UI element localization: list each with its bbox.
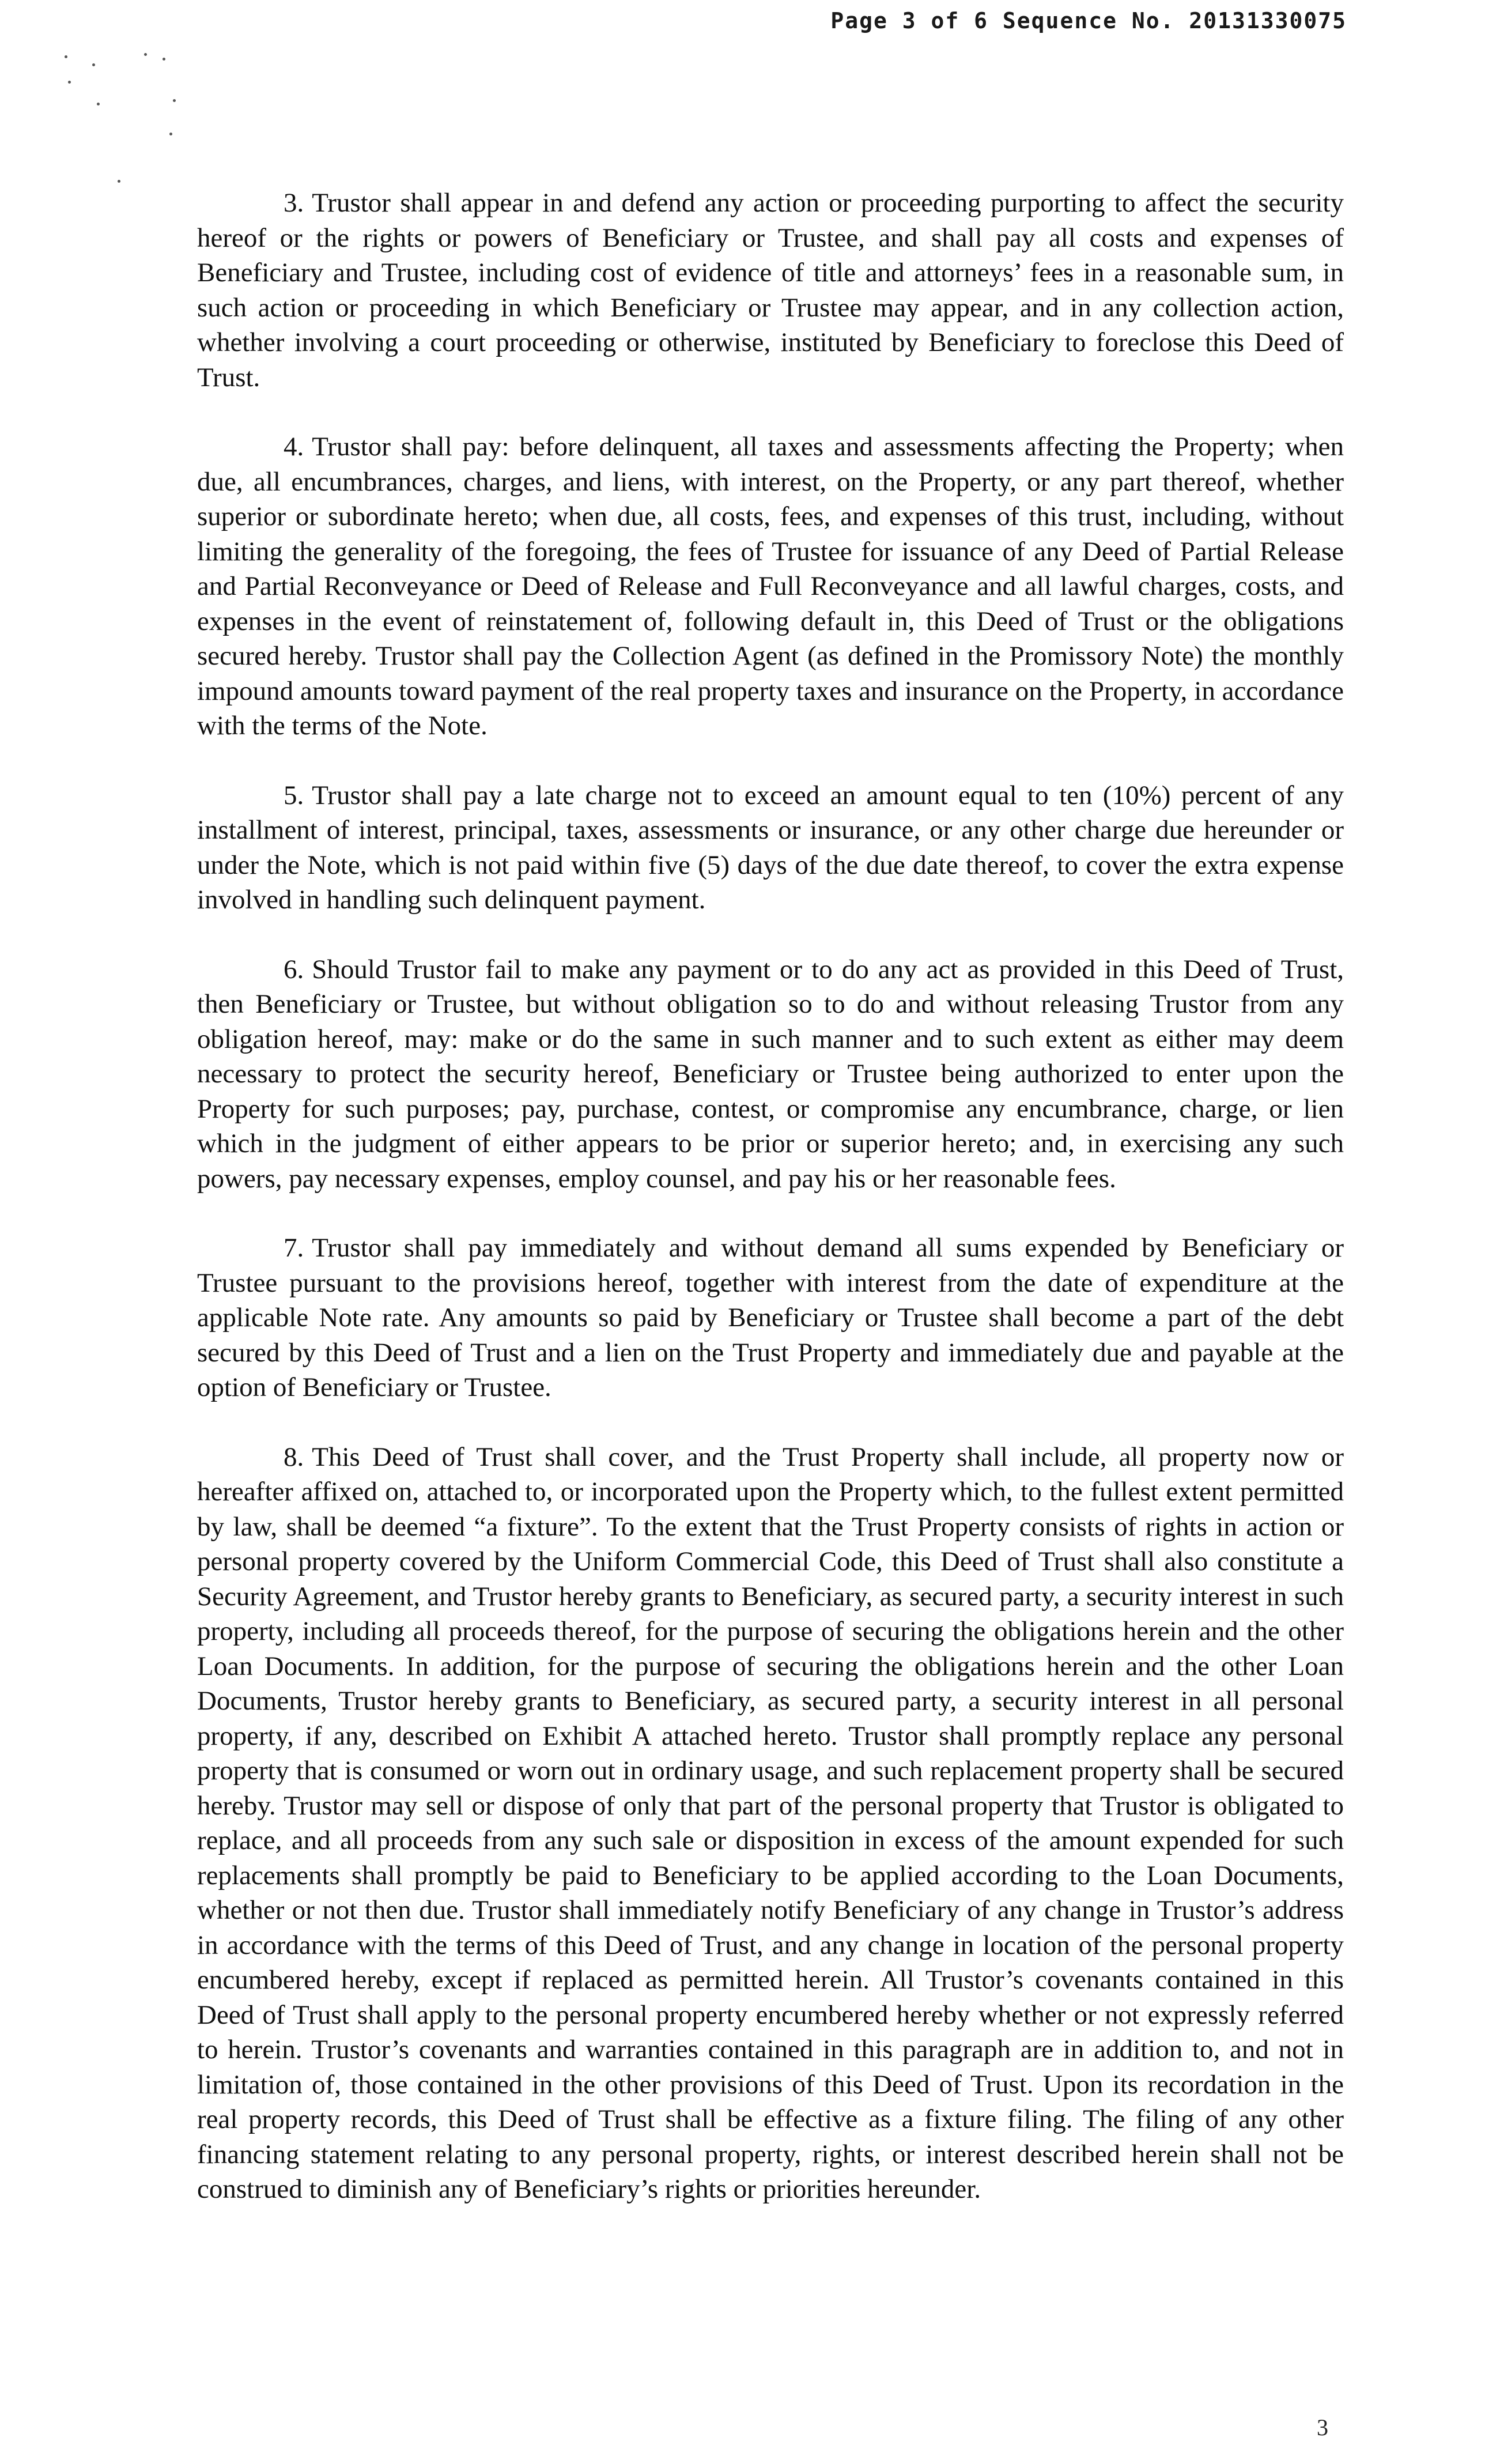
paragraph-number: 5. [284, 780, 304, 810]
document-body [197, 186, 1344, 2242]
paragraph-number: 4. [284, 432, 304, 462]
paragraph-5 [197, 778, 1344, 918]
paragraph-3 [197, 186, 1344, 395]
page-number: 3 [1317, 2414, 1328, 2440]
paragraph-text: Trustor shall appear in and defend any action or proceeding purporting to affect the security hereof or the rights or powers of Beneficiary or Trustee, and shall pay all costs and expenses of Beneficiary and Trustee, including cost of evidence of title and attorneys’ fees in a reasonable sum, in such action or proceeding in which Beneficiary or Trustee may appear, and in any collection action, whether involving a court proceeding or otherwise, instituted by Beneficiary to foreclose this Deed of Trust. [197, 188, 1344, 393]
paragraph-6 [197, 952, 1344, 1197]
paragraph-7 [197, 1231, 1344, 1405]
paragraph-text: This Deed of Trust shall cover, and the Trust Property shall include, all property now or hereafter affixed on, attached to, or incorporated upon the Property which, to the fullest extent permitted by law, shall be deemed “a fixture”. To the extent that the Trust Property consists of rights in action or personal property covered by the Uniform Commercial Code, this Deed of Trust shall also constitute a Security Agreement, and Trustor hereby grants to Beneficiary, as secured party, a security interest in such property, including all proceeds thereof, for the purpose of securing the obligations herein and the other Loan Documents. In addition, for the purpose of securing the obligations herein and the other Loan Documents, Trustor hereby grants to Beneficiary, as secured party, a security interest in all personal property, if any, described on Exhibit A attached hereto. Trustor shall promptly replace any personal property that is consumed or worn out in ordinary usage, and such replacement property shall be secured hereby. Trustor may sell or dispose of only that part of the personal property that Trustor is obligated to replace, and all proceeds from any such sale or disposition in excess of the amount expended for such replacements shall promptly be paid to Beneficiary to be applied according to the Loan Documents, whether or not then due. Trustor shall immediately notify Beneficiary of any change in Trustor’s address in accordance with the terms of this Deed of Trust, and any change in location of the personal property encumbered hereby, except if replaced as permitted herein. All Trustor’s covenants contained in this Deed of Trust shall apply to the personal property encumbered hereby whether or not expressly referred to herein. Trustor’s covenants and warranties contained in this paragraph are in addition to, and not in limitation of, those contained in the other provisions of this Deed of Trust. Upon its recordation in the real property records, this Deed of Trust shall be effective as a fixture filing. The filing of any other financing statement relating to any personal property, rights, or interest described herein shall not be construed to diminish any of Beneficiary’s rights or priorities hereunder. [197, 1442, 1344, 2204]
paragraph-text: Trustor shall pay: before delinquent, all taxes and assessments affecting the Property; when due, all encumbrances, charges, and liens, with interest, on the Property, or any part thereof, whether superior or subordinate hereto; when due, all costs, fees, and expenses of this trust, including, without limiting the generality of the foregoing, the fees of Trustee for issuance of any Deed of Partial Release and Partial Reconveyance or Deed of Release and Full Reconveyance and all lawful charges, costs, and expenses in the event of reinstatement of, following default in, this Deed of Trust or the obligations secured hereby. Trustor shall pay the Collection Agent (as defined in the Promissory Note) the monthly impound amounts toward payment of the real property taxes and insurance on the Property, in accordance with the terms of the Note. [197, 432, 1344, 741]
paragraph-text: Trustor shall pay a late charge not to exceed an amount equal to ten (10%) percent of any installment of interest, principal, taxes, assessments or insurance, or any other charge due hereunder or under the Note, which is not paid within five (5) days of the due date thereof, to cover the extra expense involved in handling such delinquent payment. [197, 780, 1344, 915]
paragraph-text: Should Trustor fail to make any payment or to do any act as provided in this Deed of Trust, then Beneficiary or Trustee, but without obligation so to do and without releasing Trustor from any obligation hereof, may: make or do the same in such manner and to such extent as either may deem necessary to protect the security hereof, Beneficiary or Trustee being authorized to enter upon the Property for such purposes; pay, purchase, contest, or compromise any encumbrance, charge, or lien which in the judgment of either appears to be prior or superior hereto; and, in exercising any such powers, pay necessary expenses, employ counsel, and pay his or her reasonable fees. [197, 954, 1344, 1194]
paragraph-number: 7. [284, 1233, 304, 1263]
paragraph-4 [197, 429, 1344, 744]
paragraph-number: 6. [284, 954, 304, 984]
recording-header: Page 3 of 6 Sequence No. 20131330075 [830, 8, 1347, 33]
paragraph-number: 8. [284, 1442, 304, 1472]
paragraph-8 [197, 1440, 1344, 2207]
paragraph-number: 3. [284, 188, 304, 218]
paragraph-text: Trustor shall pay immediately and without demand all sums expended by Beneficiary or Trustee pursuant to the provisions hereof, together with interest from the date of expenditure at the applicable Note rate. Any amounts so paid by Beneficiary or Trustee shall become a part of the debt secured by this Deed of Trust and a lien on the Trust Property and immediately due and payable at the option of Beneficiary or Trustee. [197, 1233, 1344, 1402]
